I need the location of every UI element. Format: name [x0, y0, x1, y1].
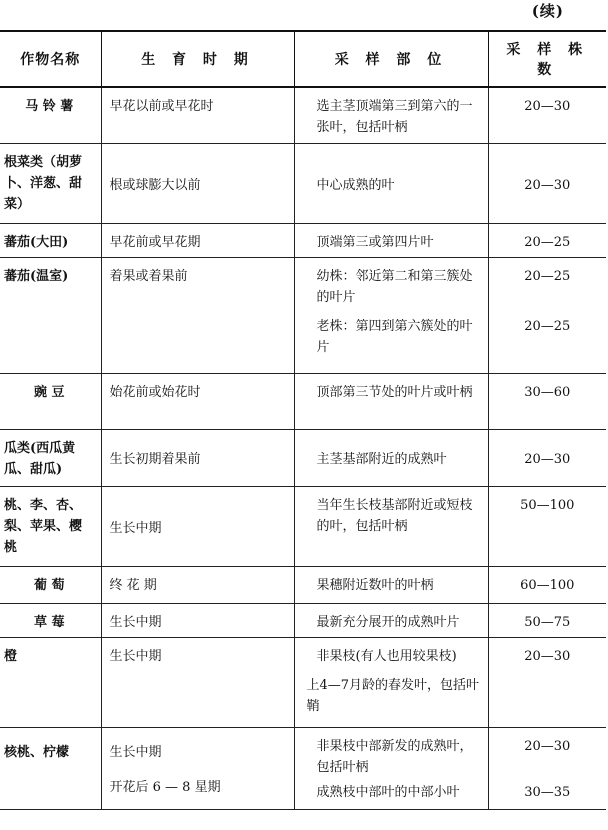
sampling-part: 非果枝中部新发的成熟叶，包括叶柄 成熟枝中部叶的中部小叶	[294, 727, 488, 809]
sample-count: 20—30	[488, 143, 606, 223]
header-crop: 作物名称	[0, 31, 101, 87]
sampling-part: 中心成熟的叶	[294, 143, 488, 223]
header-row	[0, 31, 606, 87]
growth-period: 生长中期	[101, 603, 294, 637]
growth-period: 根或球膨大以前	[101, 143, 294, 223]
crop-name: 橙	[0, 637, 101, 727]
table-row	[0, 429, 606, 486]
growth-period: 早花以前或早花时	[101, 87, 294, 143]
sample-count: 20—25	[488, 223, 606, 257]
crop-name: 蕃茄(温室)	[0, 257, 101, 373]
sampling-part: 选主茎顶端第三到第六的一张叶，包括叶柄	[294, 87, 488, 143]
sampling-part: 最新充分展开的成熟叶片	[294, 603, 488, 637]
header-count: 采 样 株 数	[488, 31, 606, 87]
sample-count: 30—60	[488, 373, 606, 429]
sample-count: 60—100	[488, 566, 606, 603]
table-row	[0, 727, 606, 809]
growth-period: 终 花 期	[101, 566, 294, 603]
sample-count: 20—30	[488, 87, 606, 143]
growth-period: 生长中期	[101, 486, 294, 566]
growth-period: 着果或着果前	[101, 257, 294, 373]
crop-name: 核桃、柠檬	[0, 727, 101, 809]
sample-count: 20—30	[488, 637, 606, 727]
table-row	[0, 637, 606, 727]
crop-name: 桃、李、杏、梨、苹果、樱桃	[0, 486, 101, 566]
table-row	[0, 373, 606, 429]
crop-name: 蕃茄(大田)	[0, 223, 101, 257]
growth-period: 始花前或始花时	[101, 373, 294, 429]
table-row	[0, 566, 606, 603]
sample-count: 20—30 30—35	[488, 727, 606, 809]
crop-name: 瓜类(西瓜黄瓜、甜瓜)	[0, 429, 101, 486]
crop-name: 葡 萄	[0, 566, 101, 603]
growth-period: 生长中期 开花后 6 — 8 星期	[101, 727, 294, 809]
header-period: 生 育 时 期	[101, 31, 294, 87]
growth-period: 早花前或早花期	[101, 223, 294, 257]
sampling-part: 主茎基部附近的成熟叶	[294, 429, 488, 486]
sample-count: 50—100	[488, 486, 606, 566]
sampling-part: 顶部第三节处的叶片或叶柄	[294, 373, 488, 429]
table-row	[0, 257, 606, 373]
growth-period: 生长中期	[101, 637, 294, 727]
growth-period: 生长初期着果前	[101, 429, 294, 486]
table-row	[0, 223, 606, 257]
crop-name: 马 铃 薯	[0, 87, 101, 143]
sampling-part: 非果枝(有人也用较果枝) 上4—7月龄的春发叶，包括叶鞘	[294, 637, 488, 727]
crop-name: 豌 豆	[0, 373, 101, 429]
sampling-part: 幼株：邻近第二和第三簇处的叶片 老株：第四到第六簇处的叶片	[294, 257, 488, 373]
sample-count: 20—30	[488, 429, 606, 486]
crop-name: 根菜类（胡萝卜、洋葱、甜菜）	[0, 143, 101, 223]
table-row	[0, 143, 606, 223]
sampling-part: 果穗附近数叶的叶柄	[294, 566, 488, 603]
sample-count: 20—25 20—25	[488, 257, 606, 373]
sampling-part: 当年生长枝基部附近或短枝的叶，包括叶柄	[294, 486, 488, 566]
sampling-table	[0, 30, 606, 810]
sample-count: 50—75	[488, 603, 606, 637]
continued-label: (续)	[531, 2, 564, 20]
table-row	[0, 603, 606, 637]
table-row	[0, 486, 606, 566]
header-part: 采 样 部 位	[294, 31, 488, 87]
crop-name: 草 莓	[0, 603, 101, 637]
sampling-part: 顶端第三或第四片叶	[294, 223, 488, 257]
table-row	[0, 87, 606, 143]
